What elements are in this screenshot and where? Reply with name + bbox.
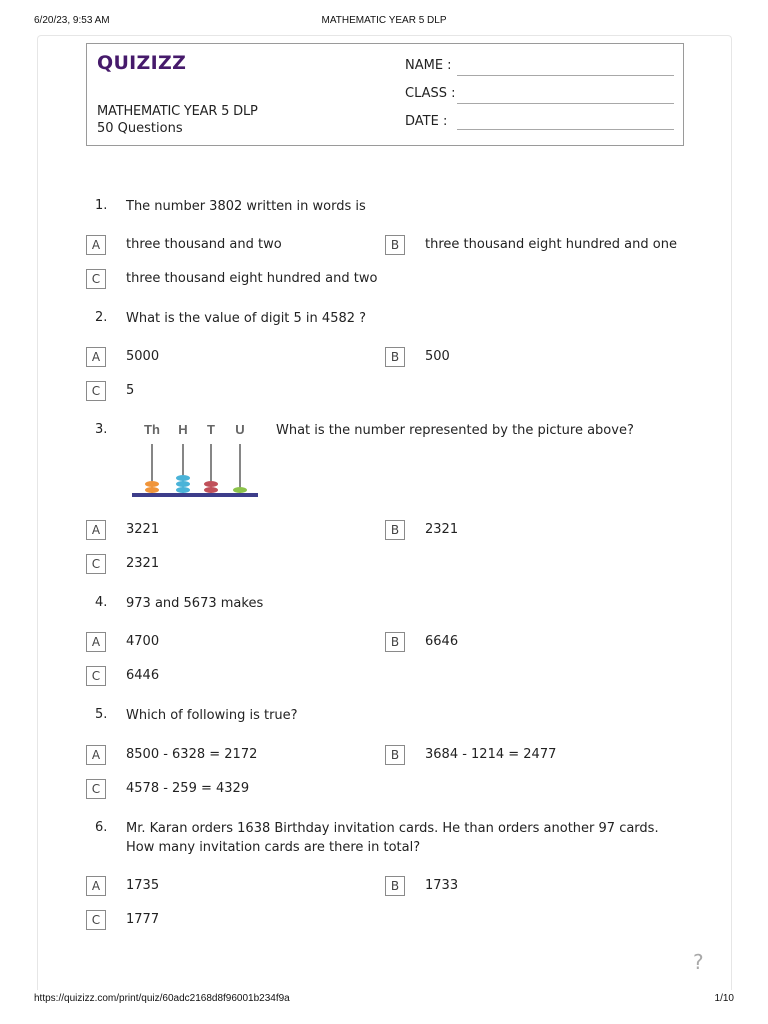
option-letter-b[interactable]: B [385,235,405,255]
print-title: MATHEMATIC YEAR 5 DLP [321,15,447,26]
abacus-beads [145,475,247,493]
option-letter-c[interactable]: C [86,381,106,401]
option-text-b: 3684 - 1214 = 2477 [425,747,557,762]
quiz-header-box [86,43,684,146]
question-number: 4. [95,595,108,610]
option-letter-a[interactable]: A [86,347,106,367]
question-text: Mr. Karan orders 1638 Birthday invitation cards. He than orders another 97 cards. How many invitation cards are there in total? [126,821,659,855]
print-header [0,15,768,29]
name-field-line [457,75,674,76]
date-label: DATE : [405,114,448,129]
place-value-labels [144,422,245,437]
abacus-bead [233,487,247,493]
option-letter-b[interactable]: B [385,876,405,896]
question-count: 50 Questions [97,121,183,136]
abacus-label-h: H [178,422,188,437]
option-letter-a[interactable]: A [86,520,106,540]
question-text: What is the number represented by the picture above? [276,423,634,438]
option-text-a: 1735 [126,878,160,893]
option-text-c: 2321 [126,556,160,571]
abacus-bead [176,487,190,493]
option-text-c: 6446 [126,668,160,683]
quizizz-logo: QUIZIZZ [97,52,187,74]
option-letter-c[interactable]: C [86,666,106,686]
abacus-label-th: Th [144,422,160,437]
question-text: Which of following is true? [126,708,298,723]
option-letter-b[interactable]: B [385,745,405,765]
quiz-title: MATHEMATIC YEAR 5 DLP [97,104,258,119]
option-letter-a[interactable]: A [86,235,106,255]
question-number: 2. [95,310,108,325]
abacus-bead [145,481,159,487]
abacus-bead [176,475,190,481]
abacus-bead [204,487,218,493]
question-mark-icon[interactable]: ? [693,950,704,974]
option-text-c: three thousand eight hundred and two [126,271,378,286]
abacus-bead [204,481,218,487]
option-text-b: 2321 [425,522,459,537]
option-text-b: 6646 [425,634,459,649]
abacus-label-t: T [207,422,215,437]
question-number: 6. [95,820,108,835]
abacus-image [130,420,260,502]
option-letter-a[interactable]: A [86,876,106,896]
option-text-b: 500 [425,349,450,364]
question-number: 1. [95,198,108,213]
print-timestamp: 6/20/23, 9:53 AM [34,15,110,26]
abacus-bead [145,487,159,493]
option-text-b: three thousand eight hundred and one [425,237,677,252]
option-letter-a[interactable]: A [86,745,106,765]
print-url: https://quizizz.com/print/quiz/60adc2168d8f96001b234f9a [34,993,290,1004]
option-text-a: 5000 [126,349,160,364]
question-number: 3. [95,422,108,437]
option-letter-c[interactable]: C [86,554,106,574]
question-text: What is the value of digit 5 in 4582 ? [126,311,367,326]
option-text-b: 1733 [425,878,459,893]
name-label: NAME : [405,58,452,73]
abacus-base [132,493,258,497]
option-text-c: 5 [126,383,135,398]
question-text: 973 and 5673 makes [126,596,264,611]
abacus-bead [176,481,190,487]
option-text-a: 8500 - 6328 = 2172 [126,747,258,762]
option-text-a: 4700 [126,634,160,649]
option-letter-b[interactable]: B [385,632,405,652]
class-field-line [457,103,674,104]
option-text-c: 1777 [126,912,160,927]
class-label: CLASS : [405,86,456,101]
option-letter-b[interactable]: B [385,520,405,540]
option-letter-c[interactable]: C [86,269,106,289]
abacus-label-u: U [235,422,245,437]
option-text-a: 3221 [126,522,160,537]
option-letter-b[interactable]: B [385,347,405,367]
date-field-line [457,129,674,130]
question-number: 5. [95,707,108,722]
option-letter-a[interactable]: A [86,632,106,652]
print-footer [0,993,768,1007]
print-page-number: 1/10 [714,993,734,1004]
question-text: The number 3802 written in words is [126,199,366,214]
option-text-a: three thousand and two [126,237,282,252]
option-text-c: 4578 - 259 = 4329 [126,781,250,796]
option-letter-c[interactable]: C [86,910,106,930]
option-letter-c[interactable]: C [86,779,106,799]
